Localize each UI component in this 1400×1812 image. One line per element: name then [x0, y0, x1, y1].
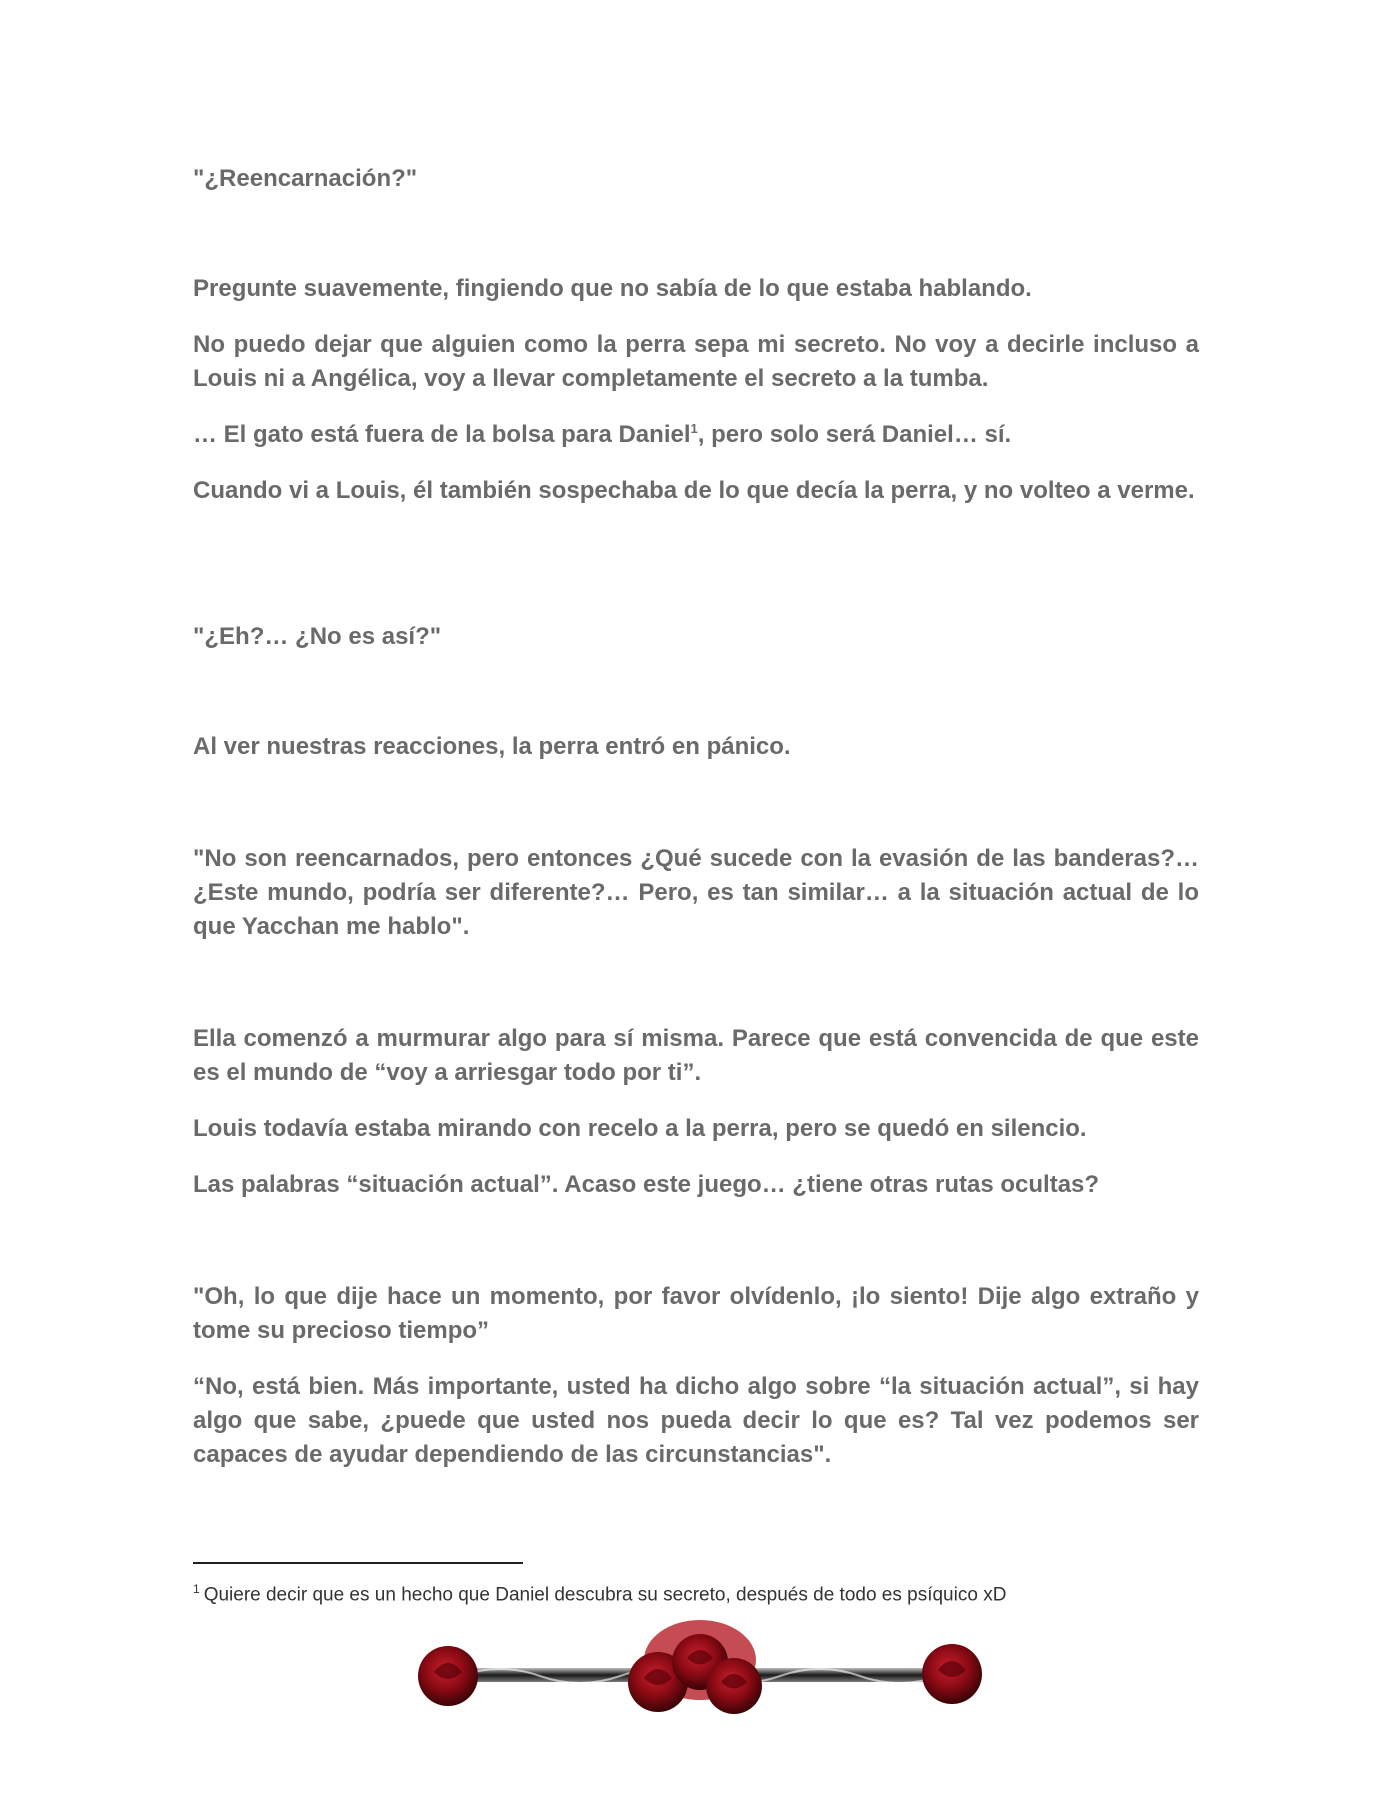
- paragraph-2: Pregunte suavemente, fingiendo que no sabía de lo que estaba hablando.: [193, 275, 1032, 302]
- paragraph-1: "¿Reencarnación?": [193, 165, 418, 192]
- roses-ornament-icon: [400, 1610, 1000, 1730]
- rose-center-right: [706, 1658, 762, 1714]
- paragraph-4: [193, 418, 1199, 452]
- footnote: [193, 1576, 1193, 1608]
- paragraph-4-end: , pero solo será Daniel… sí.: [697, 421, 1012, 448]
- rose-right: [922, 1644, 982, 1704]
- paragraph-8: "No son reencarnados, pero entonces ¿Qué sucede con la evasión de las banderas?… ¿Este mundo, podría ser diferente?… Pero, es tan similar… a la situación actual de lo que Yacchan me hablo".: [193, 845, 1199, 940]
- paragraph-6: "¿Eh?… ¿No es así?": [193, 623, 442, 650]
- paragraph-3: No puedo dejar que alguien como la perra sepa mi secreto. No voy a decirle incluso a Louis ni a Angélica, voy a llevar completamente el secreto a la tumba.: [193, 331, 1199, 392]
- paragraph-4-start: … El gato está fuera de la bolsa para Daniel: [193, 421, 691, 448]
- paragraph-10: Louis todavía estaba mirando con recelo a la perra, pero se quedó en silencio.: [193, 1115, 1087, 1142]
- footnote-text: Quiere decir que es un hecho que Daniel descubra su secreto, después de todo es psíquico xD: [203, 1584, 1007, 1606]
- paragraph-11: Las palabras “situación actual”. Acaso este juego… ¿tiene otras rutas ocultas?: [193, 1171, 1100, 1198]
- footnote-mark: 1: [193, 1582, 200, 1596]
- paragraph-12: "Oh, lo que dije hace un momento, por favor olvídenlo, ¡lo siento! Dije algo extraño y tome su precioso tiempo”: [193, 1283, 1199, 1344]
- footnote-reference[interactable]: 1: [690, 421, 698, 436]
- paragraph-13: “No, está bien. Más importante, usted ha dicho algo sobre “la situación actual”, si hay algo que sabe, ¿puede que usted nos pueda decir lo que es? Tal vez podemos ser capaces de ayudar dependiendo de las circunstancias".: [193, 1373, 1199, 1468]
- paragraph-9: Ella comenzó a murmurar algo para sí misma. Parece que está convencida de que este es el mundo de “voy a arriesgar todo por ti”.: [193, 1025, 1199, 1086]
- rose-left: [418, 1646, 478, 1706]
- paragraph-7: Al ver nuestras reacciones, la perra entró en pánico.: [193, 733, 791, 760]
- paragraph-5: Cuando vi a Louis, él también sospechaba de lo que decía la perra, y no volteo a verme.: [193, 477, 1195, 504]
- footnote-separator: [193, 1562, 523, 1564]
